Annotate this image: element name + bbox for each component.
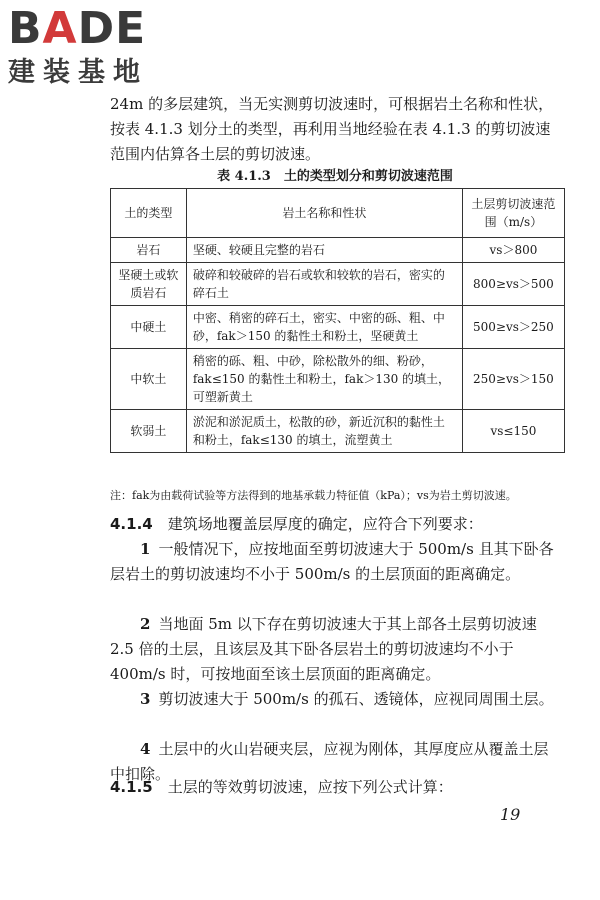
table-row [111,238,565,263]
velocity-range-cell: 500≥vs＞250 [462,306,564,349]
column-header: 土的类型 [111,189,187,238]
description-cell: 淤泥和淤泥质土，松散的砂，新近沉积的黏性土和粉土，fak≤130 的填土，流塑黄土 [186,410,462,453]
item-number: 2 [140,615,151,633]
description-cell: 中密、稍密的碎石土，密实、中密的砾、粗、中砂，fak＞150 的黏性土和粉土，坚硬黄土 [186,306,462,349]
clause-text: 建筑场地覆盖层厚度的确定，应符合下列要求： [167,515,483,533]
table-row [111,263,565,306]
item-text: 剪切波速大于 500m/s 的孤石、透镜体，应视同周围土层。 [158,690,554,708]
table-note: 注：fak为由载荷试验等方法得到的地基承载力特征值（kPa）；vs为岩土剪切波速。 [110,489,517,502]
description-cell: 稍密的砾、粗、中砂，除松散外的细、粉砂，fak≤150 的黏性土和粉土，fak＞130 的填土，可塑新黄土 [186,349,462,410]
logo-subtitle: 建装基地 [8,57,148,88]
soil-type-cell: 岩石 [111,238,187,263]
list-item [110,612,560,687]
column-header: 土层剪切波速范围（m/s） [462,189,564,238]
item-text: 土层中的火山岩硬夹层，应视为刚体，其厚度应从覆盖土层中扣除。 [110,740,549,783]
logo-wordmark: BADE [8,3,147,54]
list-item [110,687,560,712]
item-text: 一般情况下，应按地面至剪切波速大于 500m/s 且其下卧各层岩土的剪切波速均不小于 500m/s 的土层顶面的距离确定。 [110,540,554,583]
velocity-range-cell: 250≥vs＞150 [462,349,564,410]
item-number: 3 [140,690,151,708]
soil-type-cell: 坚硬土或软质岩石 [111,263,187,306]
item-text: 当地面 5m 以下存在剪切波速大于其上部各土层剪切波速 2.5 倍的土层，且该层及其下卧各层岩土的剪切波速均不小于 400m/s 时，可按地面至该土层顶面的距离确定。 [110,615,537,683]
table-row [111,410,565,453]
brand-logo [8,3,148,88]
description-cell: 破碎和较破碎的岩石或软和较软的岩石，密实的碎石土 [186,263,462,306]
description-cell: 坚硬、较硬且完整的岩石 [186,238,462,263]
list-item [110,537,560,587]
intro-paragraph: 24m 的多层建筑，当无实测剪切波速时，可根据岩土名称和性状，按表 4.1.3 划分土的类型，再利用当地经验在表 4.1.3 的剪切波速范围内估算各土层的剪切波速。 [110,95,554,163]
clause-4-1-4 [110,512,560,537]
soil-type-table [110,188,565,453]
soil-type-cell: 软弱土 [111,410,187,453]
clause-text: 土层的等效剪切波速，应按下列公式计算： [167,778,453,796]
item-number: 4 [140,740,151,758]
item-number: 1 [140,540,151,558]
velocity-range-cell: 800≥vs＞500 [462,263,564,306]
table-header-row [111,189,565,238]
clause-4-1-5 [110,775,560,800]
column-header: 岩土名称和性状 [186,189,462,238]
velocity-range-cell: vs≤150 [462,410,564,453]
soil-type-cell: 中硬土 [111,306,187,349]
page-number: 19 [500,805,521,824]
table-row [111,349,565,410]
clause-number: 4.1.5 [110,778,153,796]
clause-number: 4.1.4 [110,515,153,533]
velocity-range-cell: vs＞800 [462,238,564,263]
soil-type-cell: 中软土 [111,349,187,410]
table-caption: 表 4.1.3 土的类型划分和剪切波速范围 [217,169,453,184]
table-row [111,306,565,349]
